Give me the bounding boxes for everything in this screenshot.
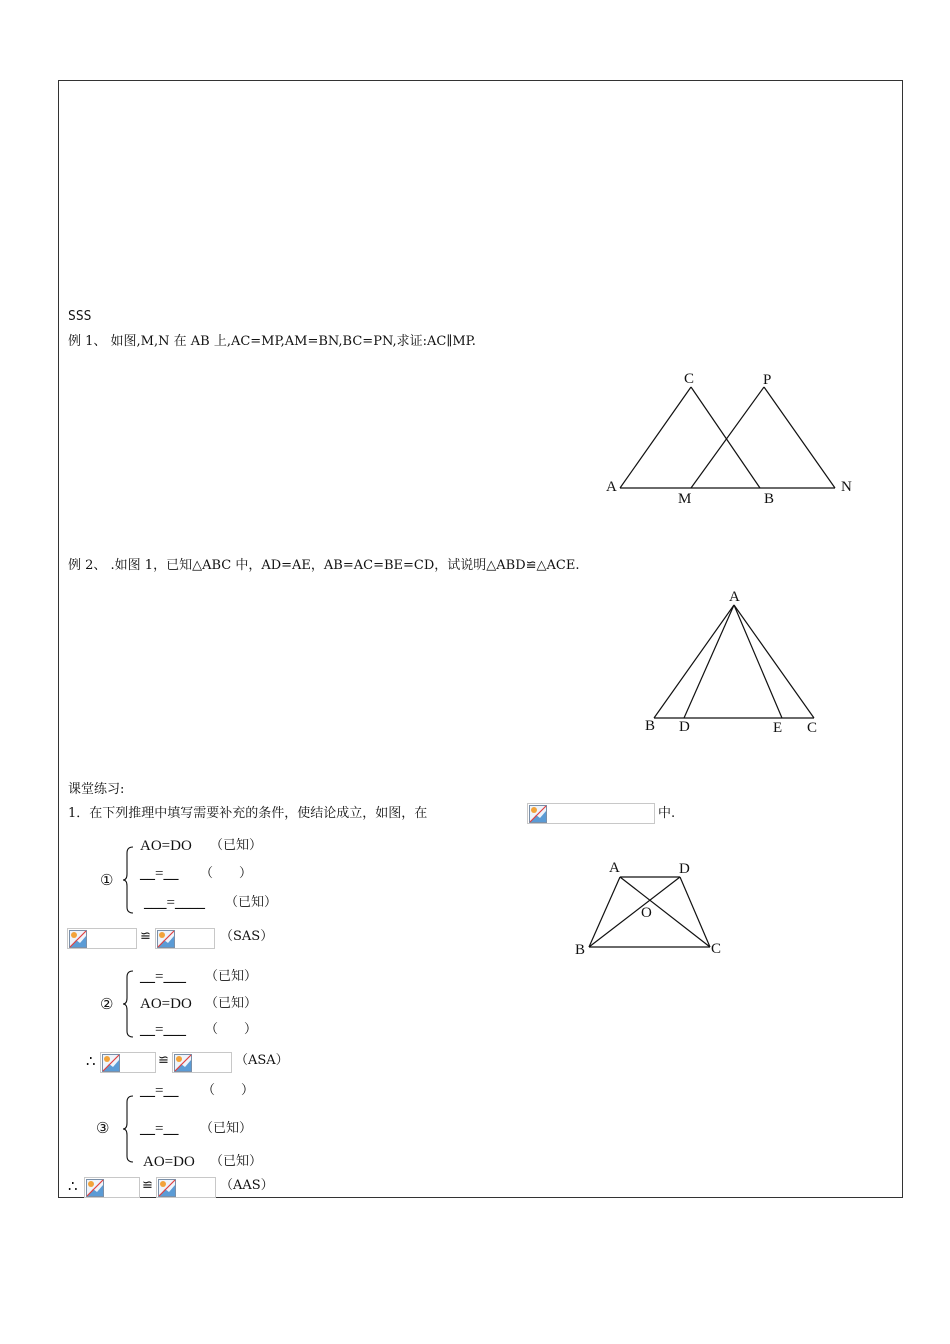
group1-congruent: ≌ (140, 929, 151, 944)
group2-brace (123, 969, 135, 1039)
group2-line3: __=___ (140, 1022, 186, 1038)
group1-line2-reason: （ ） (200, 866, 253, 881)
group3-line1: __=__ (140, 1083, 179, 1099)
group1-line3-reason: （已知） (225, 895, 278, 910)
q1-prefix: 1．在下列推理中填写需要补充的条件，使结论成立，如图，在 (68, 806, 428, 821)
group3-conclusion-reason: （AAS） (220, 1178, 274, 1193)
figure-example1 (600, 365, 870, 510)
point-label-a: A (609, 860, 620, 876)
group2-therefore: ∴ (86, 1052, 96, 1070)
line-ac (734, 605, 814, 718)
broken-image-icon (157, 930, 175, 948)
group2-number: ② (100, 995, 114, 1013)
line-db (589, 877, 680, 947)
group1-number: ① (100, 871, 114, 889)
point-label-d: D (679, 861, 690, 877)
group2-line2-reason: （已知） (205, 996, 258, 1011)
group3-line2: __=__ (140, 1121, 179, 1137)
example2-text: 例 2、 .如图 1，已知△ABC 中，AD=AE，AB=AC=BE=CD，试说明△ABD≌△ACE. (68, 558, 580, 573)
broken-image-icon (174, 1054, 192, 1072)
point-label-b: B (645, 718, 656, 734)
q1-suffix: 中. (658, 806, 676, 821)
point-label-e: E (773, 720, 783, 736)
broken-image-icon (529, 805, 547, 823)
group3-line1-reason: （ ） (202, 1083, 255, 1098)
image-placeholder-g1-right (155, 928, 215, 949)
line-ad (684, 605, 734, 718)
group2-line1: __=___ (140, 969, 186, 985)
line-ac (620, 877, 710, 947)
line-pn (764, 387, 835, 488)
group2-congruent: ≌ (158, 1053, 169, 1068)
point-label-o: O (641, 905, 652, 921)
point-label-b: B (575, 942, 586, 958)
figure-q1 (570, 852, 730, 962)
group1-brace (123, 845, 135, 915)
image-placeholder-g3-right (156, 1177, 216, 1198)
group3-line3: AO=DO (143, 1154, 195, 1170)
point-label-c: C (711, 941, 722, 957)
group3-congruent: ≌ (142, 1178, 153, 1193)
line-ae (734, 605, 782, 718)
image-placeholder-g3-left (84, 1177, 140, 1198)
broken-image-icon (86, 1179, 104, 1197)
point-label-n: N (841, 479, 852, 495)
group3-brace (123, 1092, 135, 1166)
group2-line2: AO=DO (140, 996, 192, 1012)
broken-image-icon (102, 1054, 120, 1072)
group2-line3-reason: （ ） (205, 1022, 258, 1037)
point-label-m: M (678, 491, 692, 507)
group3-line2-reason: （已知） (200, 1121, 253, 1136)
group3-therefore: ∴ (68, 1177, 78, 1195)
image-placeholder-g1-left (67, 928, 137, 949)
group3-line3-reason: （已知） (210, 1154, 263, 1169)
point-label-c: C (807, 720, 818, 736)
figure-example2 (640, 585, 830, 740)
group1-line1: AO=DO (140, 838, 192, 854)
point-label-c: C (684, 371, 695, 387)
image-placeholder-g2-right (172, 1052, 232, 1073)
group1-line1-reason: （已知） (210, 838, 263, 853)
practice-heading: 课堂练习: (68, 782, 125, 797)
line-dc (680, 877, 710, 947)
image-placeholder-g2-left (100, 1052, 156, 1073)
line-ab (654, 605, 734, 718)
point-label-a: A (606, 479, 617, 495)
group1-conclusion-reason: （SAS） (220, 929, 274, 944)
group1-line3: ___=____ (144, 895, 205, 911)
section-label: SSS (68, 309, 92, 324)
image-placeholder-triangle (527, 803, 655, 824)
group1-line2: __=__ (140, 866, 179, 882)
example1-text: 例 1、 如图,M,N 在 AB 上,AC=MP,AM=BN,BC=PN,求证:AC∥MP. (68, 334, 476, 349)
point-label-d: D (679, 719, 690, 735)
point-label-b: B (764, 491, 775, 507)
group2-conclusion-reason: （ASA） (235, 1053, 289, 1068)
group2-line1-reason: （已知） (205, 969, 258, 984)
point-label-p: P (763, 372, 772, 388)
line-ab (589, 877, 620, 947)
point-label-a: A (729, 589, 740, 605)
broken-image-icon (158, 1179, 176, 1197)
broken-image-icon (69, 930, 87, 948)
group3-number: ③ (96, 1119, 110, 1137)
line-ac (620, 387, 691, 488)
